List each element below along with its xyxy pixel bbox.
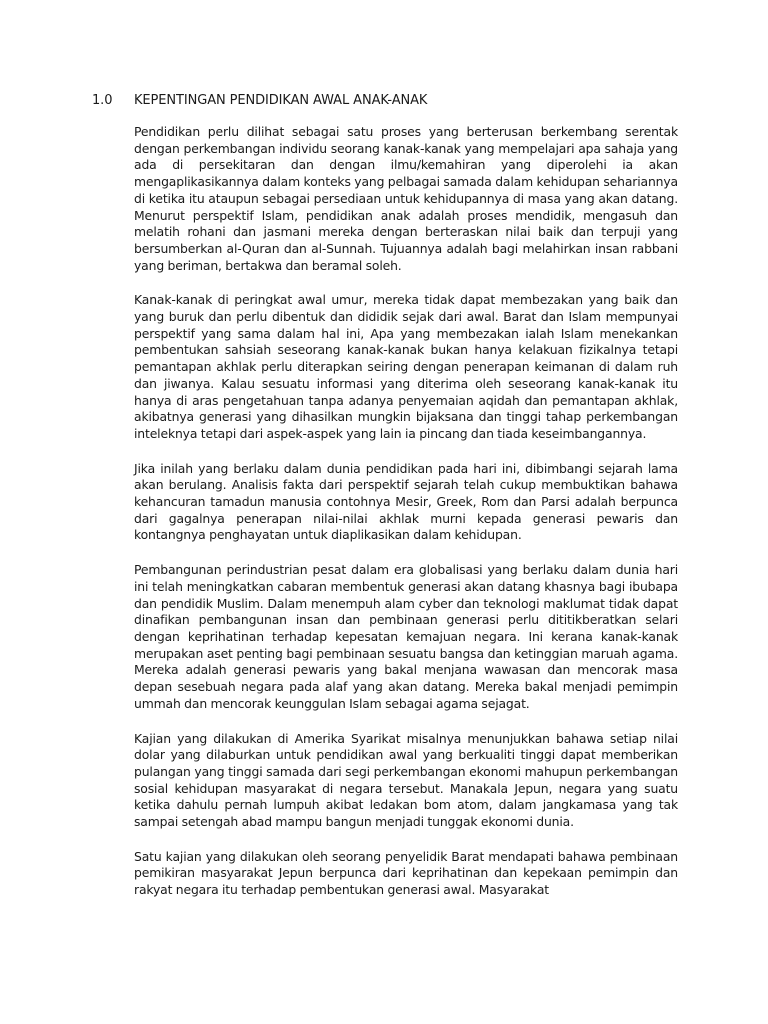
paragraph-2: Kanak-kanak di peringkat awal umur, mereka tidak dapat membezakan yang baik dan yang buruk dan perlu dibentuk dan dididik sejak dari awal. Barat dan Islam mempunyai perspektif yang sama dalam hal ini, Apa yang membezakan ialah Islam menekankan pembentukan sahsiah seseorang kanak-kanak bukan hanya kelakuan fizikalnya tetapi pemantapan akhlak perlu diterapkan seiring dengan penerapan keimanan di dalam ruh dan jiwanya. Kalau sesuatu informasi yang diterima oleh seseorang kanak-kanak itu hanya di aras pengetahuan tanpa adanya penyemaian aqidah dan pemantapan akhlak, akibatnya generasi yang dihasilkan mungkin bijaksana dan tinggi tahap perkembangan inteleknya tetapi dari aspek-aspek yang lain ia pincang dan tiada keseimbangannya. xyxy=(134,292,678,441)
paragraph-3: Jika inilah yang berlaku dalam dunia pendidikan pada hari ini, dibimbangi sejarah lama akan berulang. Analisis fakta dari perspektif sejarah telah cukup membuktikan bahawa kehancuran tamadun manusia contohnya Mesir, Greek, Rom dan Parsi adalah berpunca dari gagalnya penerapan nilai-nilai akhlak murni kepada generasi pewaris dan kontangnya penghayatan untuk diaplikasikan dalam kehidupan. xyxy=(134,460,678,543)
paragraph-4: Pembangunan perindustrian pesat dalam era globalisasi yang berlaku dalam dunia hari ini telah meningkatkan cabaran membentuk generasi akan datang khasnya bagi ibubapa dan pendidik Muslim. Dalam menempuh alam cyber dan teknologi maklumat tidak dapat dinafikan pembangunan insan dan pembinaan generasi perlu dititikberatkan selari dengan keprihatinan terhadap kepesatan kemajuan negara. Ini kerana kanak-kanak merupakan aset penting bagi pembinaan sesuatu bangsa dan ketinggian maruah agama. Mereka adalah generasi pewaris yang bakal menjana wawasan dan mencorak masa depan sesebuah negara pada alaf yang akan datang. Mereka bakal menjadi pemimpin ummah dan mencorak keunggulan Islam sebagai agama sejagat. xyxy=(134,562,678,711)
paragraph-5: Kajian yang dilakukan di Amerika Syarikat misalnya menunjukkan bahawa setiap nilai dolar yang dilaburkan untuk pendidikan awal yang berkualiti tinggi dapat memberikan pulangan yang tinggi samada dari segi perkembangan ekonomi mahupun perkembangan sosial kehidupan masyarakat di negara tersebut. Manakala Jepun, negara yang suatu ketika dahulu pernah lumpuh akibat ledakan bom atom, dalam jangkamasa yang tak sampai setengah abad mampu bangun menjadi tunggak ekonomi dunia. xyxy=(134,730,678,830)
paragraph-1: Pendidikan perlu dilihat sebagai satu proses yang berterusan berkembang serentak dengan perkembangan individu seorang kanak-kanak yang mempelajari apa sahaja yang ada di persekitaran dan dengan ilmu/kemahiran yang diperolehi ia akan mengaplikasikannya dalam konteks yang pelbagai samada dalam kehidupan sehariannya di ketika itu ataupun sebagai persediaan untuk kehidupannya di masa yang akan datang. Menurut perspektif Islam, pendidikan anak adalah proses mendidik, mengasuh dan melatih rohani dan jasmani mereka dengan berteraskan nilai baik dan terpuji yang bersumberkan al-Quran dan al-Sunnah. Tujuannya adalah bagi melahirkan insan rabbani yang beriman, bertakwa dan beramal soleh. xyxy=(134,124,678,273)
section-heading xyxy=(92,93,692,109)
paragraph-6: Satu kajian yang dilakukan oleh seorang penyelidik Barat mendapati bahawa pembinaan pemikiran masyarakat Jepun berpunca dari keprihatinan dan kepekaan pemimpin dan rakyat negara itu terhadap pembentukan generasi awal. Masyarakat xyxy=(134,848,678,898)
section-title: KEPENTINGAN PENDIDIKAN AWAL ANAK-ANAK xyxy=(134,93,428,108)
section-number: 1.0 xyxy=(92,93,113,108)
body-text xyxy=(134,124,678,917)
